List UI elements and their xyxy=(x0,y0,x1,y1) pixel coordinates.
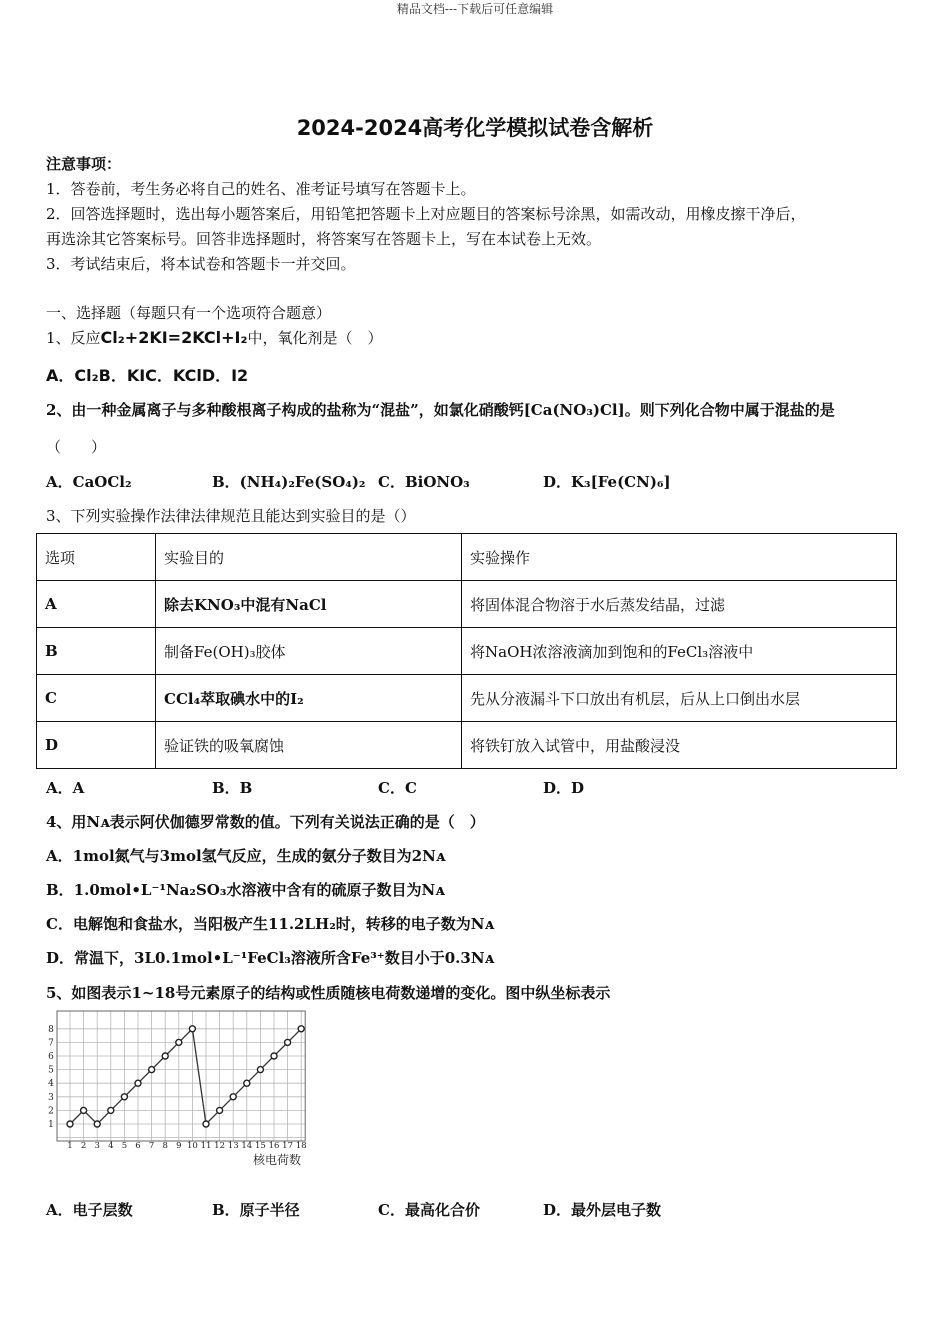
q3-option-c: C．C xyxy=(378,779,417,797)
data-point xyxy=(189,1026,195,1032)
table-row xyxy=(37,628,897,675)
chart-x-ticks xyxy=(67,1141,306,1151)
row-option: D xyxy=(37,722,156,769)
x-tick-label: 6 xyxy=(135,1141,141,1151)
q2-stem-line1: 2、由一种金属离子与多种酸根离子构成的盐称为“混盐”，如氯化硝酸钙[Ca(NO₃)Cl]。则下列化合物中属于混盐的是 xyxy=(46,401,835,419)
q4-option-b: B．1.0mol•L⁻¹Na₂SO₃水溶液中含有的硫原子数目为Nᴀ xyxy=(46,881,445,899)
chart-points xyxy=(67,1026,304,1127)
header-operation: 实验操作 xyxy=(462,534,897,581)
notice-item-2-cont: 再选涂其它答案标号。回答非选择题时，将答案写在答题卡上，写在本试卷上无效。 xyxy=(46,230,602,248)
x-tick-label: 2 xyxy=(80,1141,87,1151)
x-tick-label: 16 xyxy=(268,1141,280,1151)
q1-reaction: Cl₂+2KI=2KCl+I₂ xyxy=(100,328,248,347)
y-tick-label: 2 xyxy=(48,1106,54,1117)
data-point xyxy=(149,1067,155,1073)
row-purpose: 验证铁的吸氧腐蚀 xyxy=(156,722,462,769)
q1-prefix: 1、反应 xyxy=(46,329,101,347)
y-tick-label: 4 xyxy=(48,1079,54,1090)
data-point xyxy=(298,1026,304,1032)
q2-option-a: A．CaOCl₂ xyxy=(46,473,132,491)
data-point xyxy=(94,1121,100,1127)
q4-option-c: C．电解饱和食盐水，当阳极产生11.2LH₂时，转移的电子数为Nᴀ xyxy=(46,915,495,933)
row-option: A xyxy=(37,581,156,628)
notice-item-1: 1．答卷前，考生务必将自己的姓名、准考证号填写在答题卡上。 xyxy=(46,180,476,198)
q5-option-b: B．原子半径 xyxy=(212,1201,300,1219)
y-tick-label: 6 xyxy=(48,1052,54,1062)
x-tick-label: 11 xyxy=(200,1141,212,1151)
data-point xyxy=(135,1080,141,1086)
row-operation: 将铁钉放入试管中，用盐酸浸没 xyxy=(462,722,897,769)
notice-heading: 注意事项： xyxy=(46,155,122,173)
q5-chart xyxy=(40,1008,320,1173)
data-point xyxy=(244,1080,250,1086)
x-tick-label: 12 xyxy=(214,1141,226,1151)
x-tick-label: 7 xyxy=(148,1141,155,1151)
data-point xyxy=(217,1107,223,1113)
q3-option-b: B．B xyxy=(212,779,253,797)
table-row xyxy=(37,675,897,722)
row-operation: 先从分液漏斗下口放出有机层，后从上口倒出水层 xyxy=(462,675,897,722)
q2-option-d: D．K₃[Fe(CN)₆] xyxy=(543,473,671,491)
notice-item-3: 3．考试结束后，将本试卷和答题卡一并交回。 xyxy=(46,255,356,273)
data-point xyxy=(67,1121,73,1127)
q2-option-c: C．BiONO₃ xyxy=(378,473,470,491)
q4-option-a: A．1mol氮气与3mol氢气反应，生成的氨分子数目为2Nᴀ xyxy=(46,847,446,865)
chart-series-line xyxy=(70,1029,301,1124)
q1-options: A．Cl₂B．KIC．KClD．I2 xyxy=(46,366,249,385)
x-tick-label: 18 xyxy=(295,1141,307,1151)
chart-y-ticks xyxy=(48,1025,54,1130)
x-tick-label: 3 xyxy=(94,1141,100,1151)
q2-stem-line2: （ ） xyxy=(46,438,107,456)
data-point xyxy=(162,1053,168,1059)
x-tick-label: 9 xyxy=(176,1141,182,1151)
header-purpose: 实验目的 xyxy=(156,534,462,581)
x-tick-label: 15 xyxy=(254,1141,266,1151)
row-purpose: CCl₄萃取碘水中的I₂ xyxy=(156,675,462,722)
q5-option-d: D．最外层电子数 xyxy=(543,1201,662,1219)
chart-x-label: 核电荷数 xyxy=(252,1153,302,1167)
header-watermark: 精品文档---下载后可任意编辑 xyxy=(396,2,554,16)
q5-stem: 5、如图表示1~18号元素原子的结构或性质随核电荷数递增的变化。图中纵坐标表示 xyxy=(46,984,611,1002)
table-row xyxy=(37,722,897,769)
x-tick-label: 4 xyxy=(108,1141,114,1151)
data-point xyxy=(285,1039,291,1045)
section-heading: 一、选择题（每题只有一个选项符合题意） xyxy=(46,304,332,322)
row-option: C xyxy=(37,675,156,722)
data-point xyxy=(230,1094,236,1100)
header-option: 选项 xyxy=(37,534,156,581)
q1-stem xyxy=(46,327,383,348)
data-point xyxy=(176,1039,182,1045)
row-purpose: 制备Fe(OH)₃胶体 xyxy=(156,628,462,675)
x-tick-label: 8 xyxy=(162,1141,168,1151)
y-tick-label: 3 xyxy=(48,1092,54,1103)
x-tick-label: 1 xyxy=(67,1141,73,1151)
q3-stem: 3、下列实验操作法律法律规范且能达到实验目的是（） xyxy=(46,507,416,525)
data-point xyxy=(121,1094,127,1100)
data-point xyxy=(108,1107,114,1113)
q2-option-b: B．(NH₄)₂Fe(SO₄)₂ xyxy=(212,473,366,491)
x-tick-label: 10 xyxy=(186,1141,198,1151)
x-tick-label: 17 xyxy=(282,1141,294,1151)
q4-option-d: D．常温下，3L0.1mol•L⁻¹FeCl₃溶液所含Fe³⁺数目小于0.3Nᴀ xyxy=(46,949,495,967)
x-tick-label: 13 xyxy=(227,1141,239,1151)
q3-option-a: A．A xyxy=(46,779,85,797)
x-tick-label: 5 xyxy=(121,1141,128,1151)
q1-suffix: 中，氧化剂是（ ） xyxy=(247,329,383,347)
row-operation: 将NaOH浓溶液滴加到饱和的FeCl₃溶液中 xyxy=(462,628,897,675)
data-point xyxy=(203,1121,209,1127)
q5-option-c: C．最高化合价 xyxy=(378,1201,480,1219)
row-purpose: 除去KNO₃中混有NaCl xyxy=(156,581,462,628)
page-title: 2024-2024高考化学模拟试卷含解析 xyxy=(296,116,654,140)
y-tick-label: 5 xyxy=(48,1065,54,1076)
data-point xyxy=(257,1067,263,1073)
q3-option-d: D．D xyxy=(543,779,585,797)
y-tick-label: 1 xyxy=(48,1120,54,1130)
q5-option-a: A．电子层数 xyxy=(46,1201,133,1219)
data-point xyxy=(81,1107,87,1113)
table-header-row xyxy=(37,534,897,581)
y-tick-label: 7 xyxy=(48,1038,54,1049)
table-row xyxy=(37,581,897,628)
row-option: B xyxy=(37,628,156,675)
row-operation: 将固体混合物溶于水后蒸发结晶，过滤 xyxy=(462,581,897,628)
y-tick-label: 8 xyxy=(48,1024,54,1035)
q3-table xyxy=(36,533,897,769)
q4-stem: 4、用Nᴀ表示阿伏伽德罗常数的值。下列有关说法正确的是（ ） xyxy=(46,813,485,831)
notice-item-2: 2．回答选择题时，选出每小题答案后，用铅笔把答题卡上对应题目的答案标号涂黑，如需改动，用橡皮擦干净后， xyxy=(46,205,806,223)
data-point xyxy=(271,1053,277,1059)
x-tick-label: 14 xyxy=(241,1141,253,1151)
